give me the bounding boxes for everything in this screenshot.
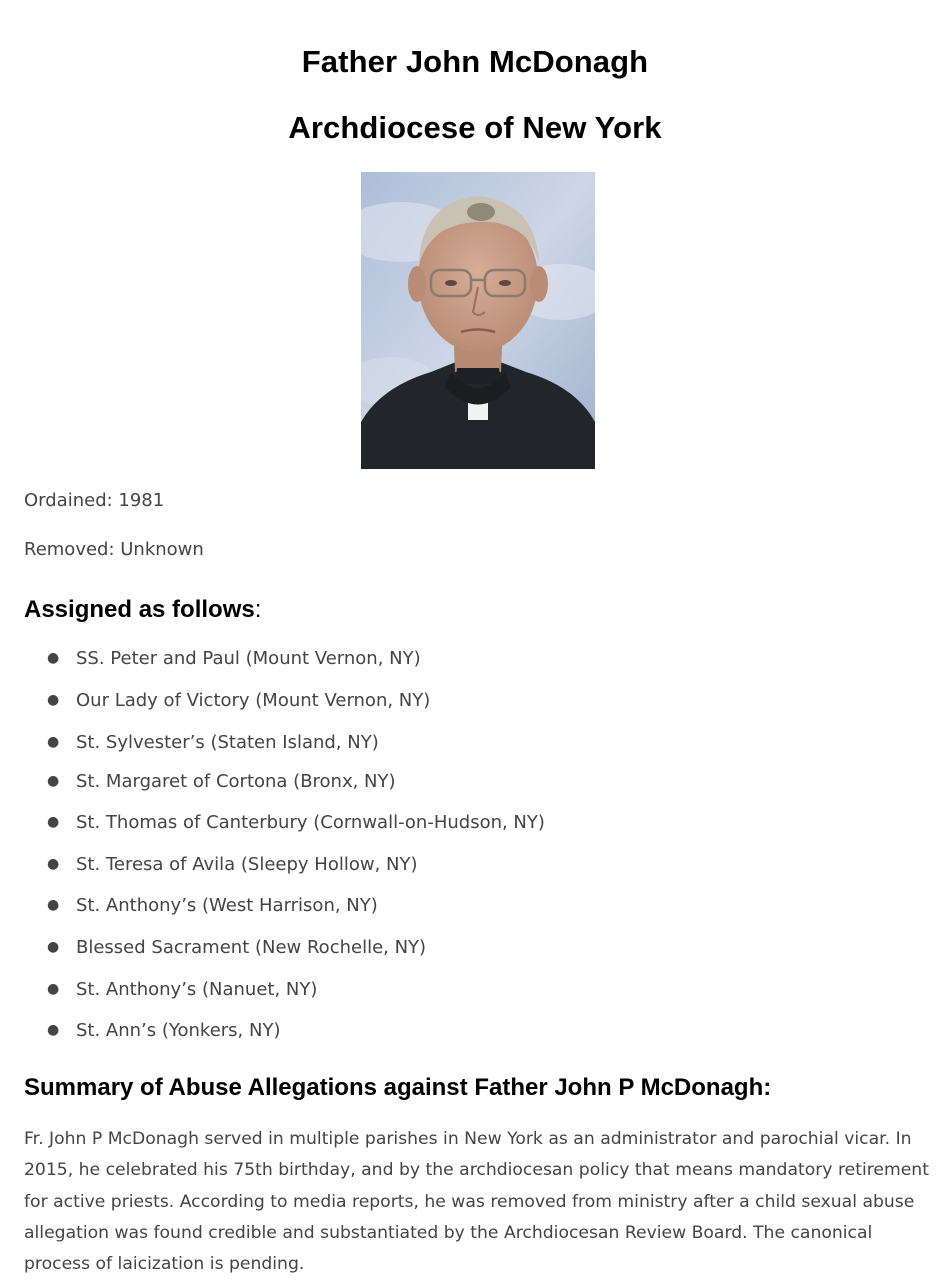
assignment-text: St. Anthony’s (Nanuet, NY) — [76, 979, 318, 1000]
bullet-icon: ● — [47, 939, 60, 955]
assignment-text: St. Anthony’s (West Harrison, NY) — [76, 895, 378, 916]
assignments-heading-colon: : — [254, 596, 262, 623]
list-item — [47, 1020, 281, 1041]
assignment-text: St. Thomas of Canterbury (Cornwall-on-Hudson, NY) — [76, 812, 545, 833]
assignment-text: St. Teresa of Avila (Sleepy Hollow, NY) — [76, 854, 418, 875]
list-item — [47, 979, 317, 1000]
bullet-icon: ● — [47, 692, 60, 708]
priest-portrait-photo — [361, 172, 595, 469]
assignment-text: St. Ann’s (Yonkers, NY) — [76, 1020, 281, 1041]
bullet-icon: ● — [47, 814, 60, 830]
summary-heading: Summary of Abuse Allegations against Father John P McDonagh: — [24, 1074, 772, 1101]
diocese-title: Archdiocese of New York — [288, 110, 662, 145]
list-item — [47, 648, 421, 669]
page-title: Father John McDonagh — [301, 44, 649, 79]
ordained-date: Ordained: 1981 — [24, 490, 165, 511]
list-item — [47, 854, 418, 875]
assignment-text: St. Sylvester’s (Staten Island, NY) — [76, 732, 379, 753]
bullet-icon: ● — [47, 1022, 60, 1038]
list-item — [47, 690, 430, 711]
list-item — [47, 937, 426, 958]
summary-paragraph: Fr. John P McDonagh served in multiple parishes in New York as an administrator and parochial vicar. In 2015, he celebrated his 75th birthday, and by the archdiocesan policy that means mandatory retirement for active priests. According to media reports, he was removed from ministry after a child sexual abuse allegation was found credible and substantiated by the Archdiocesan Review Board. The canonical process of laicization is pending. — [24, 1129, 929, 1275]
assignments-heading — [24, 596, 261, 624]
bullet-icon: ● — [47, 897, 60, 913]
assignments-heading-text: Assigned as follows — [24, 596, 255, 623]
bullet-icon: ● — [47, 856, 60, 872]
list-item — [47, 732, 379, 753]
assignment-text: St. Margaret of Cortona (Bronx, NY) — [76, 771, 396, 792]
bullet-icon: ● — [47, 650, 60, 666]
assignment-text: Blessed Sacrament (New Rochelle, NY) — [76, 937, 427, 958]
list-item — [47, 812, 545, 833]
bullet-icon: ● — [47, 734, 60, 750]
bullet-icon: ● — [47, 981, 60, 997]
assignment-text: Our Lady of Victory (Mount Vernon, NY) — [76, 690, 431, 711]
list-item — [47, 771, 396, 792]
bullet-icon: ● — [47, 773, 60, 789]
removed-status: Removed: Unknown — [24, 539, 204, 560]
list-item — [47, 895, 378, 916]
assignment-text: SS. Peter and Paul (Mount Vernon, NY) — [76, 648, 421, 669]
